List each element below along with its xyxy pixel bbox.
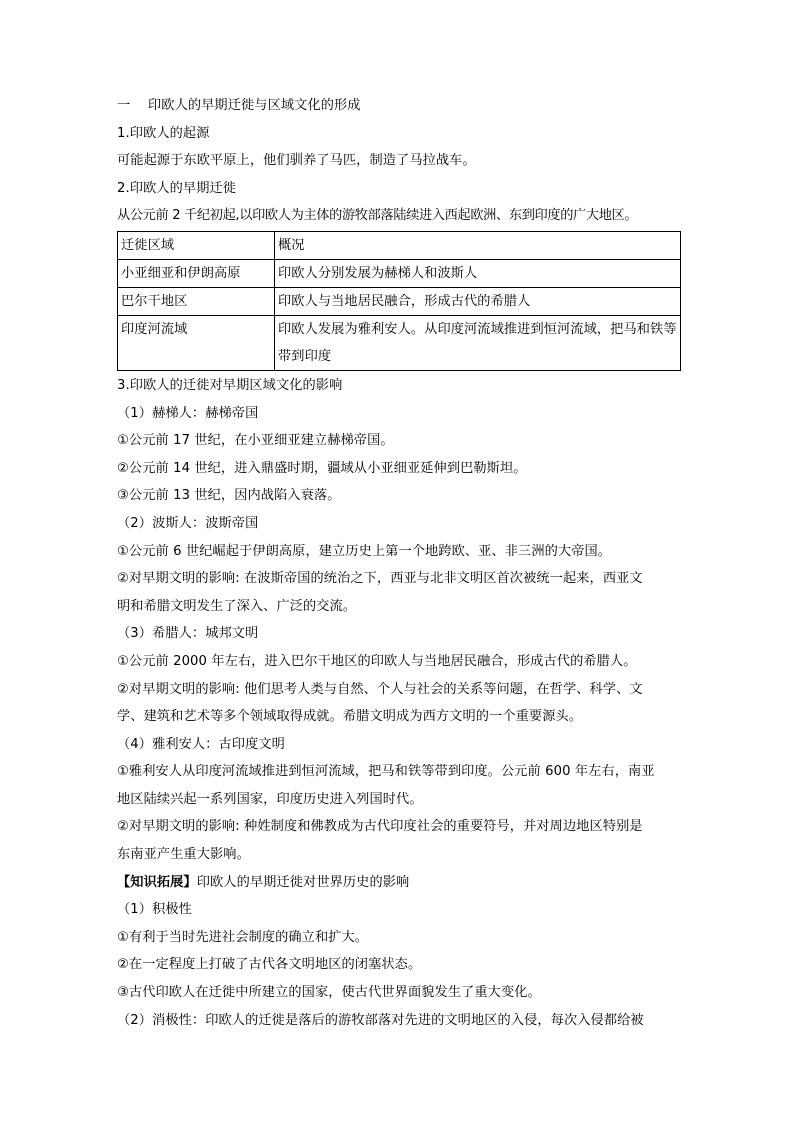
list-item: ①公元前 17 世纪，在小亚细亚建立赫梯帝国。	[117, 433, 394, 449]
knowledge-extension-label: 【知识拓展】	[117, 874, 197, 890]
list-item: ①公元前 2000 年左右，进入巴尔干地区的印欧人与当地居民融合，形成古代的希腊人。	[117, 653, 637, 669]
section-title	[117, 92, 683, 120]
knowledge-extension	[117, 869, 683, 897]
heading-impact: 3.印欧人的迁徙对早期区域文化的影响	[117, 377, 343, 393]
table-header-region: 迁徙区域	[118, 231, 275, 259]
list-item: ②对早期文明的影响: 在波斯帝国的统治之下，西亚与北非文明区首次被统一起来，西亚文	[117, 571, 643, 587]
table-cell-desc: 印欧人与当地居民融合，形成古代的希腊人	[275, 287, 681, 315]
list-item: ①公元前 6 世纪崛起于伊朗高原，建立历史上第一个地跨欧、亚、非三洲的大帝国。	[117, 543, 612, 559]
heading-migration: 2.印欧人的早期迁徙	[117, 180, 237, 196]
paragraph-migration: 从公元前 2 千纪初起,以印欧人为主体的游牧部落陆续进入西起欧洲、东到印度的广大地区。	[117, 208, 638, 224]
subheading-positive: （1）积极性	[117, 902, 192, 918]
section-number: 一	[117, 98, 131, 113]
migration-table	[117, 231, 681, 371]
knowledge-extension-text: 印欧人的早期迁徙对世界历史的影响	[196, 874, 410, 890]
table-cell-region: 小亚细亚和伊朗高原	[118, 259, 275, 287]
table-cell-region: 巴尔干地区	[118, 287, 275, 315]
list-item: ②对早期文明的影响: 种姓制度和佛教成为古代印度社会的重要符号，并对周边地区特别是	[117, 819, 643, 835]
table-cell-desc: 印欧人分别发展为赫梯人和波斯人	[275, 259, 681, 287]
subheading-greeks: （3）希腊人：城邦文明	[117, 626, 259, 642]
subheading-negative: （2）消极性：印欧人的迁徙是落后的游牧部落对先进的文明地区的入侵，每次入侵都给被	[117, 1012, 644, 1028]
table-row	[118, 287, 681, 315]
list-item: ①雅利安人从印度河流域推进到恒河流域，把马和铁等带到印度。公元前 600 年左右，南亚	[117, 764, 655, 780]
table-row	[118, 315, 681, 370]
list-item: ③古代印欧人在迁徙中所建立的国家，使古代世界面貌发生了重大变化。	[117, 985, 541, 1001]
list-item-continued: 地区陆续兴起一系列国家，印度历史进入列国时代。	[117, 791, 423, 807]
table-row	[118, 259, 681, 287]
list-item-continued: 东南亚产生重大影响。	[117, 847, 250, 863]
table-header-desc: 概况	[275, 231, 681, 259]
list-item: ②对早期文明的影响: 他们思考人类与自然、个人与社会的关系等问题，在哲学、科学、文	[117, 681, 643, 697]
heading-origin: 1.印欧人的起源	[117, 125, 210, 141]
list-item-continued: 明和希腊文明发生了深入、广泛的交流。	[117, 598, 357, 614]
list-item: ③公元前 13 世纪，因内战陷入衰落。	[117, 488, 341, 504]
paragraph-origin: 可能起源于东欧平原上，他们驯养了马匹，制造了马拉战车。	[117, 153, 476, 169]
subheading-persians: （2）波斯人：波斯帝国	[117, 515, 259, 531]
subheading-aryans: （4）雅利安人：古印度文明	[117, 736, 285, 752]
document-page	[117, 92, 683, 1034]
list-item-continued: 学、建筑和艺术等多个领域取得成就。希腊文明成为西方文明的一个重要源头。	[117, 709, 583, 725]
table-cell-desc: 印欧人发展为雅利安人。从印度河流域推进到恒河流域，把马和铁等带到印度	[275, 315, 681, 370]
section-title-text: 印欧人的早期迁徙与区域文化的形成	[148, 98, 361, 113]
list-item: ②在一定程度上打破了古代各文明地区的闭塞状态。	[117, 957, 422, 973]
table-cell-region: 印度河流域	[118, 315, 275, 370]
table-header-row	[118, 231, 681, 259]
list-item: ②公元前 14 世纪，进入鼎盛时期，疆域从小亚细亚延伸到巴勒斯坦。	[117, 460, 527, 476]
subheading-hittites: （1）赫梯人：赫梯帝国	[117, 405, 259, 421]
list-item: ①有利于当时先进社会制度的确立和扩大。	[117, 929, 369, 945]
